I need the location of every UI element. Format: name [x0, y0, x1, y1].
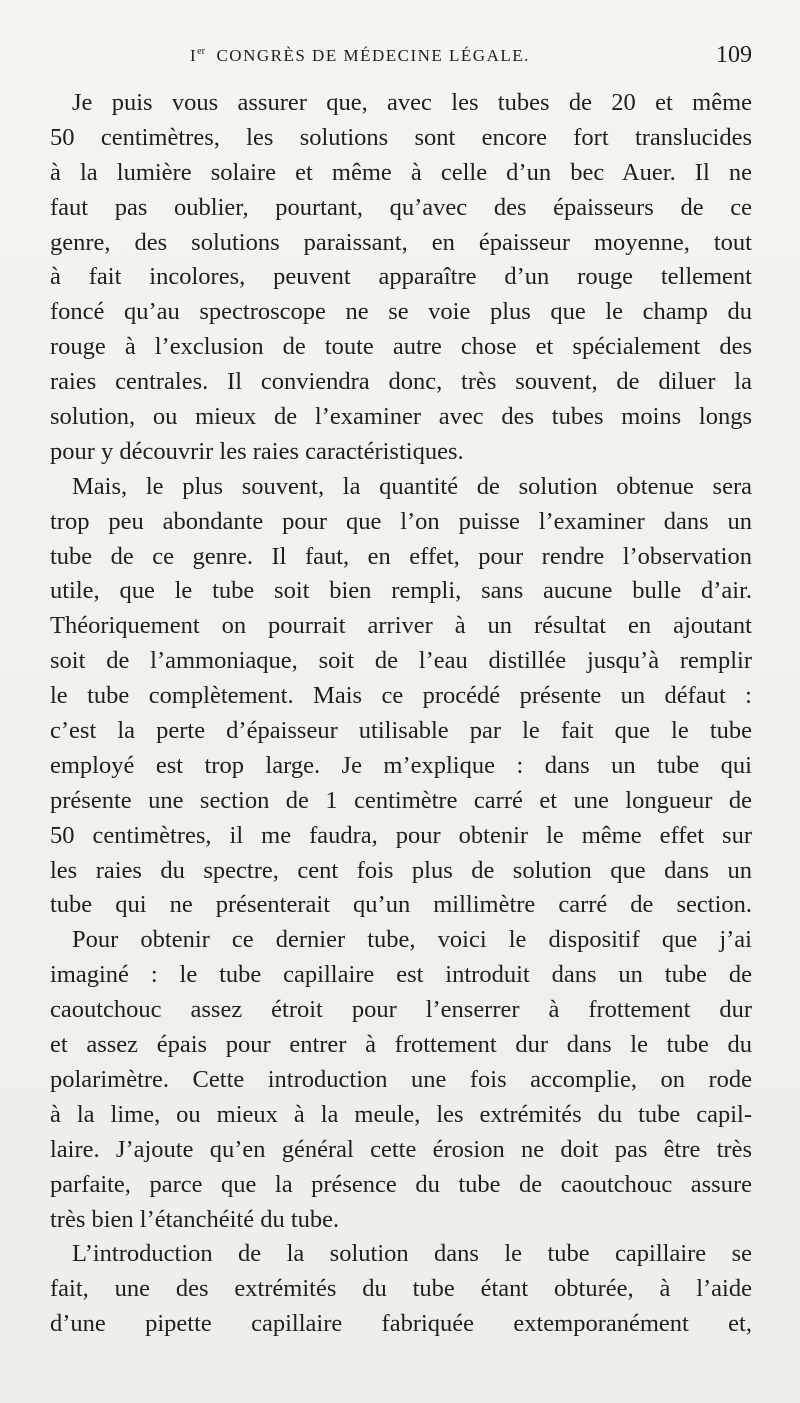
- text-line: à fait incolores, peuvent apparaître d’un rouge tellement: [50, 263, 752, 291]
- text-line: à la lumière solaire et même à celle d’un bec Auer. Il ne: [50, 158, 752, 186]
- text-line: trop peu abondante pour que l’on puisse l’examiner dans un: [50, 507, 752, 535]
- text-line: rouge à l’exclusion de toute autre chose et spécialement des: [50, 333, 752, 361]
- text-line: pour y découvrir les raies caractéristiques.: [50, 437, 464, 465]
- text-line: 50 centimètres, les solutions sont encore fort translucides: [50, 123, 752, 151]
- text-line: 50 centimètres, il me faudra, pour obtenir le même effet sur: [50, 821, 752, 849]
- text-line: utile, que le tube soit bien rempli, sans aucune bulle d’air.: [50, 577, 752, 605]
- text-line: raies centrales. Il conviendra donc, très souvent, de diluer la: [50, 368, 752, 396]
- text-line: imaginé : le tube capillaire est introduit dans un tube de: [50, 961, 752, 989]
- text-line: foncé qu’au spectroscope ne se voie plus que le champ du: [50, 298, 752, 326]
- text-line: caoutchouc assez étroit pour l’enserrer à frottement dur: [50, 996, 752, 1024]
- text-line: à la lime, ou mieux à la meule, les extrémités du tube capil-: [50, 1100, 752, 1128]
- running-head: [50, 40, 752, 76]
- text-line: tube qui ne présenterait qu’un millimètre carré de section.: [50, 891, 752, 919]
- text-line: présente une section de 1 centimètre carré et une longueur de: [50, 786, 752, 814]
- text-line: soit de l’ammoniaque, soit de l’eau distillée jusqu’à remplir: [50, 647, 752, 675]
- text-line: solution, ou mieux de l’examiner avec des tubes moins longs: [50, 403, 752, 431]
- congress-title: CONGRÈS DE MÉDECINE LÉGALE.: [216, 46, 530, 65]
- text-line: employé est trop large. Je m’explique : dans un tube qui: [50, 751, 752, 779]
- text-line: polarimètre. Cette introduction une fois accomplie, on rode: [50, 1065, 752, 1093]
- text-line: laire. J’ajoute qu’en général cette érosion ne doit pas être très: [50, 1135, 752, 1163]
- text-line: tube de ce genre. Il faut, en effet, pour rendre l’observation: [50, 542, 752, 570]
- ordinal: I: [190, 46, 198, 65]
- text-line: faut pas oublier, pourtant, qu’avec des épaisseurs de ce: [50, 193, 752, 221]
- ordinal-superscript: er: [197, 46, 205, 57]
- text-line: L’introduction de la solution dans le tube capillaire se: [72, 1240, 752, 1268]
- text-line: fait, une des extrémités du tube étant obturée, à l’aide: [50, 1275, 752, 1303]
- text-line: et assez épais pour entrer à frottement dur dans le tube du: [50, 1031, 752, 1059]
- text-line: genre, des solutions paraissant, en épaisseur moyenne, tout: [50, 228, 752, 256]
- text-line: Théoriquement on pourrait arriver à un résultat en ajoutant: [50, 612, 752, 640]
- text-line: les raies du spectre, cent fois plus de solution que dans un: [50, 856, 752, 884]
- text-line: parfaite, parce que la présence du tube de caoutchouc assure: [50, 1170, 752, 1198]
- running-head-title: [190, 46, 530, 66]
- body-text: [50, 86, 752, 1342]
- text-line: Pour obtenir ce dernier tube, voici le dispositif que j’ai: [72, 926, 752, 954]
- text-line: Mais, le plus souvent, la quantité de solution obtenue sera: [72, 472, 752, 500]
- page-number: 109: [716, 42, 752, 68]
- text-line: le tube complètement. Mais ce procédé présente un défaut :: [50, 682, 752, 710]
- text-line: d’une pipette capillaire fabriquée extemporanément et,: [50, 1310, 752, 1338]
- text-line: c’est la perte d’épaisseur utilisable par le fait que le tube: [50, 717, 752, 745]
- text-line: très bien l’étanchéité du tube.: [50, 1205, 340, 1233]
- text-line: Je puis vous assurer que, avec les tubes de 20 et même: [72, 89, 752, 116]
